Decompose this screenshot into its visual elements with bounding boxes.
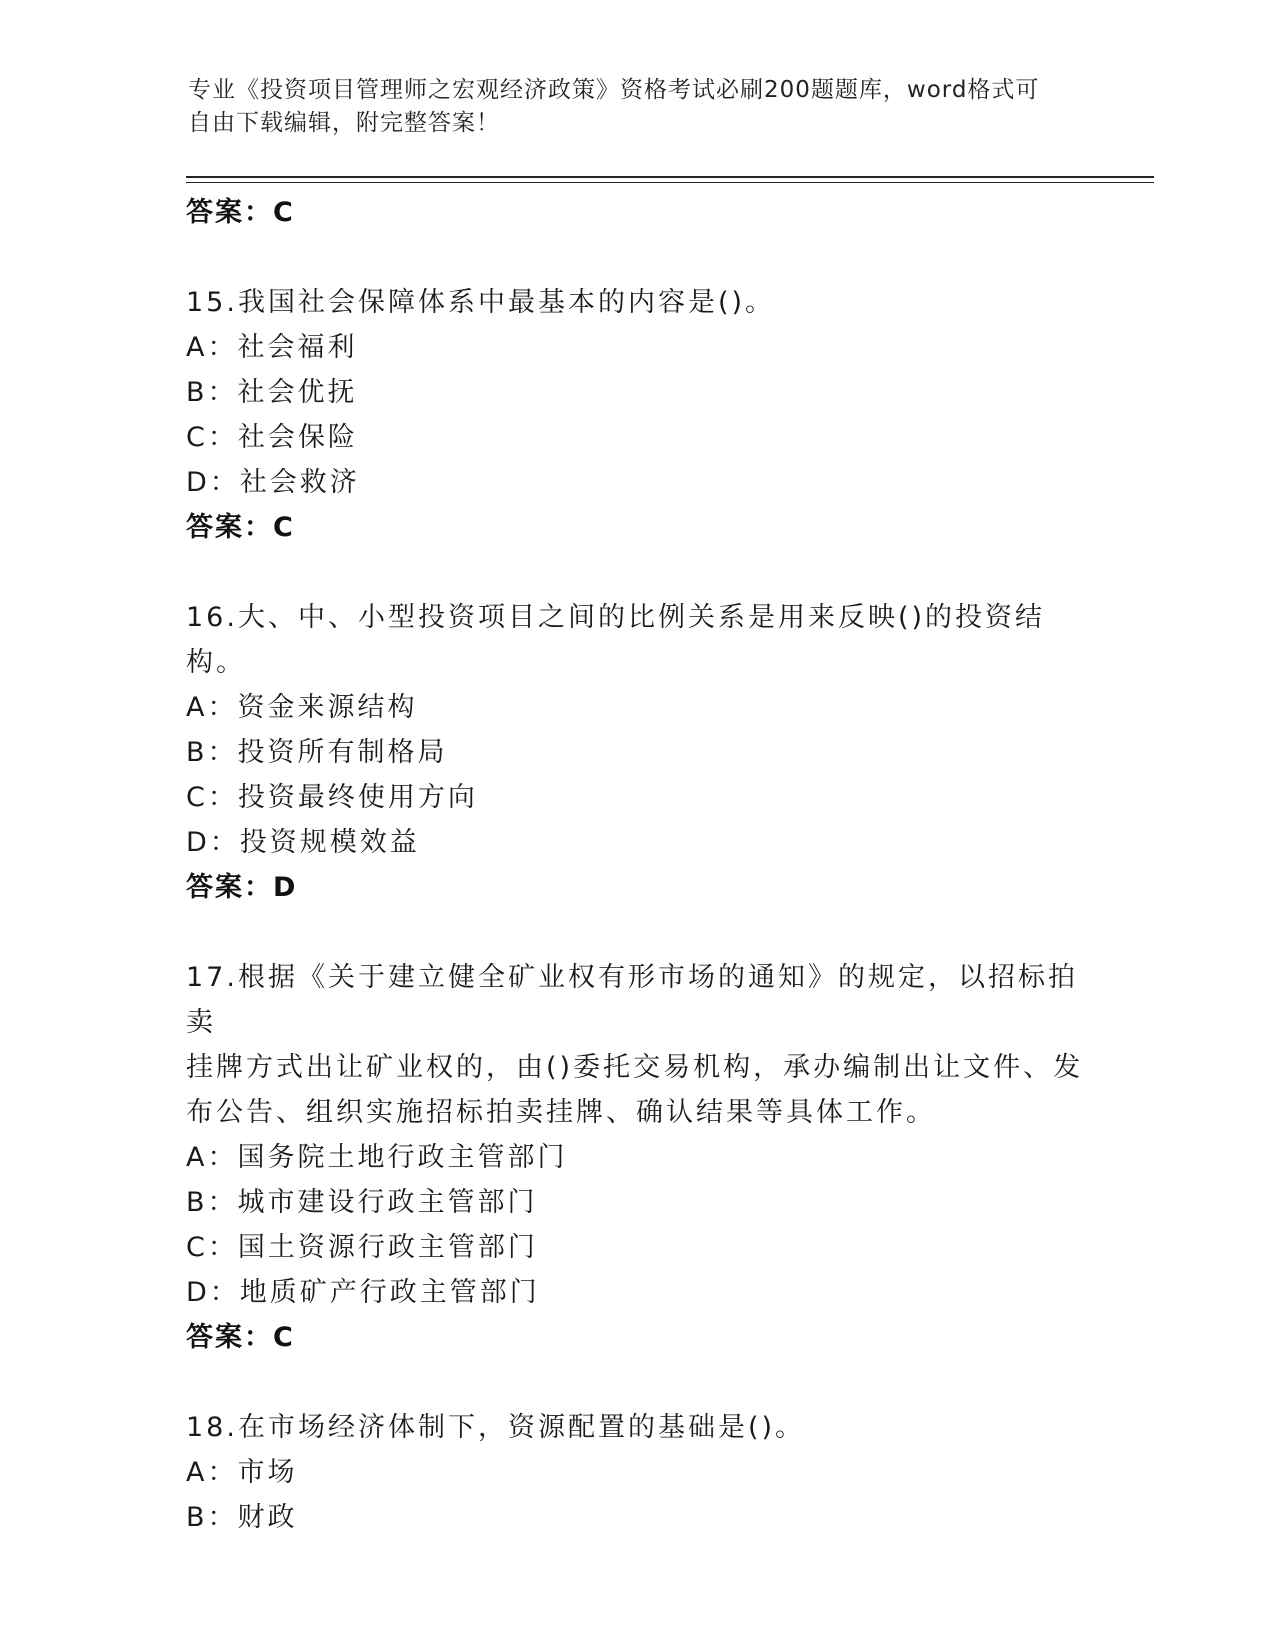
question-item <box>186 280 1086 550</box>
option-c: C：社会保险 <box>186 422 358 453</box>
option-a: A：资金来源结构 <box>186 692 418 723</box>
question-stem-line-2: 挂牌方式出让矿业权的，由()委托交易机构，承办编制出让文件、发 <box>186 1052 1084 1083</box>
option-a: A：市场 <box>186 1457 298 1488</box>
option-b: B：城市建设行政主管部门 <box>186 1187 538 1218</box>
option-d: D：社会救济 <box>186 467 360 498</box>
option-b: B：财政 <box>186 1502 298 1533</box>
answer-line: 答案：C <box>186 197 295 228</box>
question-item <box>186 595 1086 910</box>
question-stem: 16.大、中、小型投资项目之间的比例关系是用来反映()的投资结构。 <box>186 602 1046 678</box>
header-divider-thin <box>186 182 1154 183</box>
option-a: A：社会福利 <box>186 332 358 363</box>
answer-line: 答案：C <box>186 512 295 543</box>
question-list <box>186 190 1086 1540</box>
header-divider-thick <box>186 176 1154 178</box>
question-stem-line-1: 17.根据《关于建立健全矿业权有形市场的通知》的规定，以招标拍卖 <box>186 962 1078 1038</box>
option-b: B：投资所有制格局 <box>186 737 448 768</box>
spacer <box>186 235 1086 280</box>
question-item <box>186 955 1086 1360</box>
spacer <box>186 910 1086 955</box>
document-header <box>188 74 1068 140</box>
header-line-2: 自由下载编辑，附完整答案！ <box>188 110 500 136</box>
question-stem: 18.在市场经济体制下，资源配置的基础是()。 <box>186 1412 806 1443</box>
option-b: B：社会优抚 <box>186 377 358 408</box>
question-stem-line-3: 布公告、组织实施招标拍卖挂牌、确认结果等具体工作。 <box>186 1097 936 1128</box>
option-d: D：投资规模效益 <box>186 827 420 858</box>
answer-line: 答案：D <box>186 872 298 903</box>
option-c: C：国土资源行政主管部门 <box>186 1232 538 1263</box>
answer-line: 答案：C <box>186 1322 295 1353</box>
spacer <box>186 550 1086 595</box>
option-a: A：国务院土地行政主管部门 <box>186 1142 568 1173</box>
option-d: D：地质矿产行政主管部门 <box>186 1277 540 1308</box>
header-line-1: 专业《投资项目管理师之宏观经济政策》资格考试必刷200题题库，word格式可 <box>188 77 1040 103</box>
spacer <box>186 1360 1086 1405</box>
option-c: C：投资最终使用方向 <box>186 782 478 813</box>
question-stem: 15.我国社会保障体系中最基本的内容是()。 <box>186 287 776 318</box>
question-item <box>186 1405 1086 1540</box>
